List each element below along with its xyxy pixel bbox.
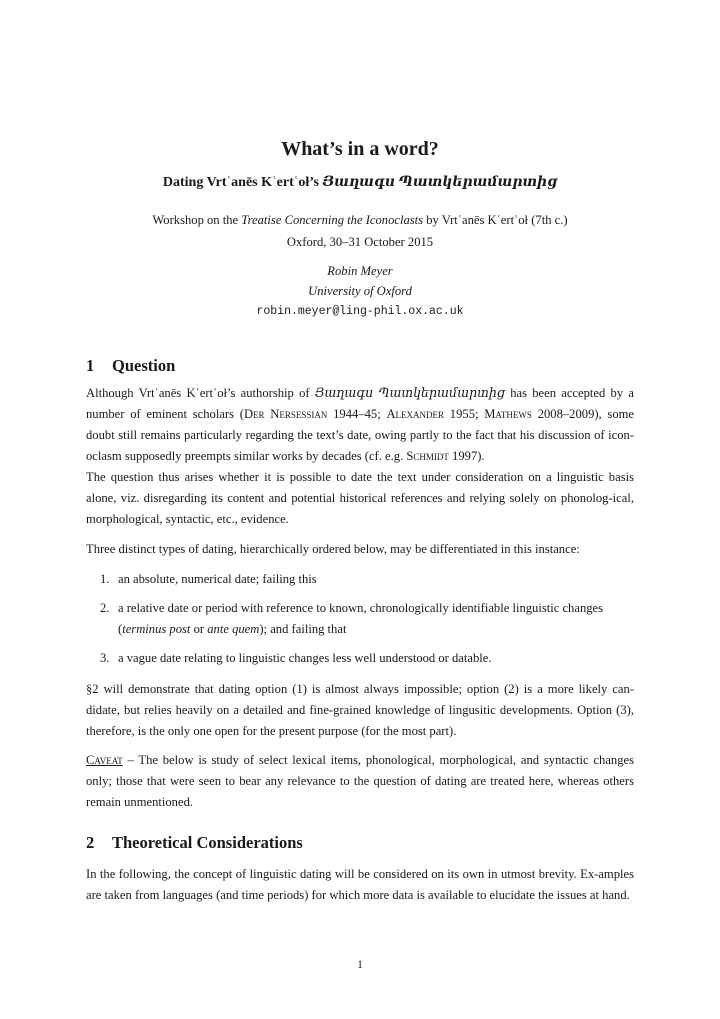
citation-year: 1944–45; [333, 407, 381, 421]
section-1-paragraph-2: The question thus arises whether it is possible to date the text under consideration on a linguistic basis alone, viz. disregarding its content and potential historical references and relying solely on phonolog-ical, morphological, syntactic, etc., evidence. [86, 470, 634, 526]
list-item [100, 569, 634, 590]
list-item [100, 598, 634, 640]
section-1-paragraph-1 [86, 383, 634, 530]
list-item-number: 2. [100, 601, 110, 615]
author-affiliation: University of Oxford [308, 284, 412, 298]
place-date: Oxford, 30–31 October 2015 [286, 235, 434, 249]
caveat-paragraph [86, 750, 634, 813]
section-2-number: 2 [86, 833, 95, 852]
section-2-paragraph-1: In the following, the concept of linguistic dating will be considered on its own in utmost brevity. Ex-amples are taken from languages (and time periods) for which more data is available to elucidate the issues at hand. [86, 867, 634, 902]
section-1-number: 1 [86, 356, 95, 375]
p1-text-a: Although Vrtʿanēs Kʿertʿoł’s authorship of [86, 386, 310, 400]
workshop-post: by Vrtʿanēs Kʿertʿoł (7th c.) [426, 213, 568, 227]
author-email[interactable]: robin.meyer@ling-phil.ox.ac.uk [256, 305, 464, 318]
page-subtitle [0, 174, 720, 191]
p1-text-b: has been accepted by a number of eminent scholars ( [86, 386, 634, 421]
latin-term: ante quem [207, 622, 260, 636]
citation-year: 1955; [449, 407, 479, 421]
workshop-title: Treatise Concerning the Iconoclasts [241, 213, 424, 227]
list-item-number: 3. [100, 651, 110, 665]
citation-author: Schmidt [406, 449, 449, 463]
list-item-text: a relative date or period with reference to known, chronologically identifiable linguistic changes [118, 601, 604, 615]
list-item-paren: ( [118, 622, 123, 636]
list-item-number: 1. [100, 572, 110, 586]
section-1-title: Question [112, 356, 176, 375]
workshop-line [0, 213, 720, 228]
citation-author: Der Nersessian [243, 407, 328, 421]
subtitle-prefix: Dating Vrtʿanēs Kʿertʿoł’s [162, 175, 319, 190]
page-title: What’s in a word? [281, 138, 439, 160]
citation-author: Mathews [484, 407, 532, 421]
author-name: Robin Meyer [327, 264, 393, 278]
citation-author: Alexander [386, 407, 445, 421]
list-item-text: a vague date relating to linguistic changes less well understood or datable. [118, 651, 492, 665]
section-1-paragraph-4: §2 will demonstrate that dating option (1) is almost always impossible; option (2) is a more likely can-didate, but relies heavily on a detailed and fine-grained knowledge of lingusitic developments. Option (3), therefore, is the only one open for the present purpose (for the most part). [86, 682, 634, 738]
citation-year: 1997). [452, 449, 485, 463]
section-2-title: Theoretical Considerations [112, 833, 303, 852]
p1-armenian-title: Յաղագս Պատկերամարտից [314, 386, 505, 400]
caveat-heading: Caveat [86, 753, 123, 767]
subtitle-armenian: Յաղագս Պատկերամարտից [322, 175, 558, 190]
section-1-heading [86, 356, 175, 376]
list-item-text: an absolute, numerical date; failing this [118, 572, 317, 586]
section-1-paragraph-3: Three distinct types of dating, hierarchically ordered below, may be differentiated in this instance: [86, 542, 580, 556]
section-2-heading [86, 833, 303, 853]
list-item-text-end: ); and failing that [259, 622, 347, 636]
list-item [100, 648, 634, 669]
workshop-pre: Workshop on the [152, 213, 239, 227]
citation-year: 2008–2009), some doubt still remains particularly regarding the text’s date, owing partly to the fact that his discussion of icon-oclasm supposedly preempts similar works by decades (cf. e.g. [86, 407, 635, 463]
page-number: 1 [357, 959, 363, 971]
latin-term: terminus post [122, 622, 191, 636]
caveat-text: – The below is study of select lexical items, phonological, morphological, and syntactic changes only; those that were seen to bear any relevance to the question of dating are treated here, whereas others remain unmentioned. [86, 753, 634, 809]
list-item-or: or [193, 622, 205, 636]
